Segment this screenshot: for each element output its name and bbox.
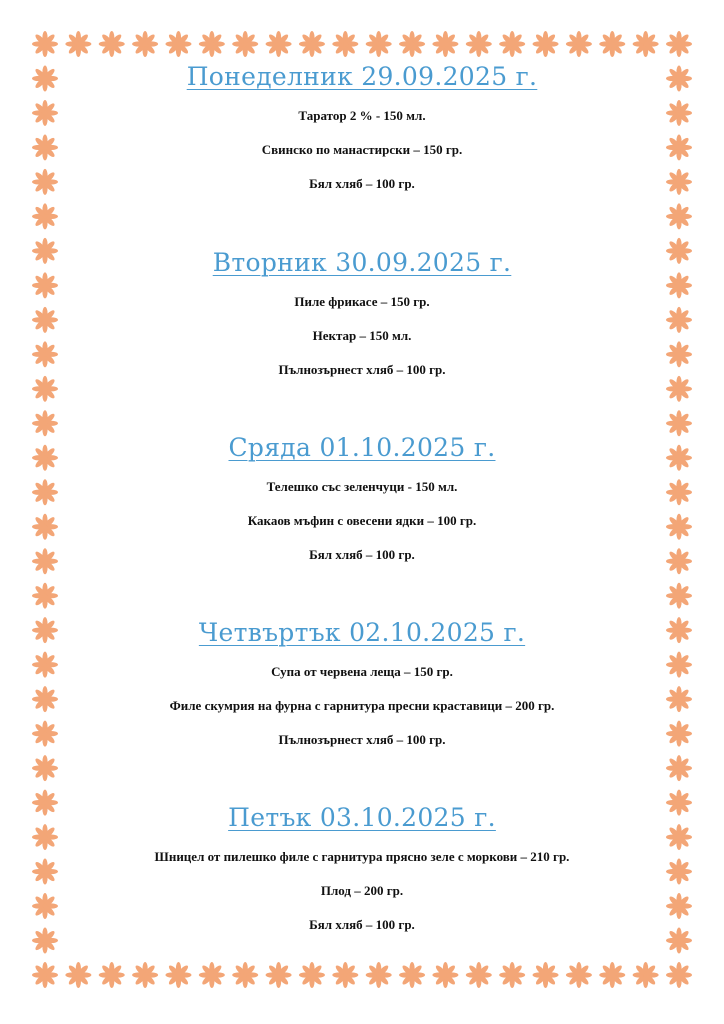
dish-item: Пълнозърнест хляб – 100 гр. — [278, 362, 446, 377]
eight-petal-flower-icon — [666, 790, 692, 816]
eight-petal-flower-icon — [32, 341, 58, 367]
eight-petal-flower-icon — [32, 583, 58, 609]
dish-list — [70, 849, 654, 933]
eight-petal-flower-icon — [666, 514, 692, 540]
day-friday — [70, 803, 654, 933]
eight-petal-flower-icon — [666, 617, 692, 643]
dish-item: Нектар – 150 мл. — [312, 328, 412, 343]
eight-petal-flower-icon — [666, 893, 692, 919]
eight-petal-flower-icon — [32, 203, 58, 229]
day-title: Понеделник 29.09.2025 г. — [186, 62, 538, 91]
dish-item: Бял хляб – 100 гр. — [309, 547, 415, 562]
day-tuesday — [70, 248, 654, 378]
dish-item: Бял хляб – 100 гр. — [309, 917, 415, 932]
eight-petal-flower-icon — [32, 652, 58, 678]
eight-petal-flower-icon — [32, 928, 58, 954]
dish-item: Таратор 2 % - 150 мл. — [298, 108, 426, 123]
dish-item: Свинско по манастирски – 150 гр. — [261, 142, 463, 157]
eight-petal-flower-icon — [32, 893, 58, 919]
eight-petal-flower-icon — [666, 238, 692, 264]
dish-item: Плод – 200 гр. — [320, 883, 404, 898]
eight-petal-flower-icon — [666, 31, 692, 57]
eight-petal-flower-icon — [32, 617, 58, 643]
eight-petal-flower-icon — [666, 445, 692, 471]
day-title: Сряда 01.10.2025 г. — [228, 433, 496, 462]
eight-petal-flower-icon — [32, 238, 58, 264]
weekly-menu — [70, 0, 654, 1024]
dish-item: Какаов мъфин с овесени ядки – 100 гр. — [247, 513, 477, 528]
eight-petal-flower-icon — [32, 376, 58, 402]
eight-petal-flower-icon — [666, 376, 692, 402]
eight-petal-flower-icon — [666, 341, 692, 367]
eight-petal-flower-icon — [666, 928, 692, 954]
eight-petal-flower-icon — [32, 962, 58, 988]
dish-list — [70, 664, 654, 748]
dish-list — [70, 479, 654, 563]
eight-petal-flower-icon — [666, 272, 692, 298]
eight-petal-flower-icon — [666, 479, 692, 505]
eight-petal-flower-icon — [32, 445, 58, 471]
eight-petal-flower-icon — [666, 686, 692, 712]
eight-petal-flower-icon — [666, 100, 692, 126]
eight-petal-flower-icon — [32, 859, 58, 885]
eight-petal-flower-icon — [666, 307, 692, 333]
eight-petal-flower-icon — [32, 479, 58, 505]
eight-petal-flower-icon — [32, 721, 58, 747]
eight-petal-flower-icon — [32, 790, 58, 816]
dish-item: Пиле фрикасе – 150 гр. — [294, 294, 430, 309]
eight-petal-flower-icon — [666, 583, 692, 609]
day-wednesday — [70, 433, 654, 563]
dish-list — [70, 108, 654, 192]
eight-petal-flower-icon — [666, 203, 692, 229]
eight-petal-flower-icon — [666, 962, 692, 988]
dish-item: Шницел от пилешко филе с гарнитура прясно зеле с моркови – 210 гр. — [154, 849, 570, 864]
eight-petal-flower-icon — [666, 134, 692, 160]
eight-petal-flower-icon — [32, 824, 58, 850]
eight-petal-flower-icon — [666, 721, 692, 747]
eight-petal-flower-icon — [666, 652, 692, 678]
eight-petal-flower-icon — [666, 410, 692, 436]
eight-petal-flower-icon — [32, 65, 58, 91]
dish-item: Филе скумрия на фурна с гарнитура пресни краставици – 200 гр. — [169, 698, 555, 713]
eight-petal-flower-icon — [32, 548, 58, 574]
day-title: Четвъртък 02.10.2025 г. — [198, 618, 526, 647]
eight-petal-flower-icon — [666, 169, 692, 195]
eight-petal-flower-icon — [32, 31, 58, 57]
eight-petal-flower-icon — [666, 824, 692, 850]
day-thursday — [70, 618, 654, 748]
day-title: Вторник 30.09.2025 г. — [212, 248, 512, 277]
eight-petal-flower-icon — [32, 134, 58, 160]
eight-petal-flower-icon — [666, 65, 692, 91]
dish-item: Супа от червена леща – 150 гр. — [271, 664, 453, 679]
dish-item: Телешко със зеленчуци - 150 мл. — [266, 479, 458, 494]
eight-petal-flower-icon — [32, 100, 58, 126]
eight-petal-flower-icon — [666, 548, 692, 574]
eight-petal-flower-icon — [32, 410, 58, 436]
eight-petal-flower-icon — [32, 755, 58, 781]
eight-petal-flower-icon — [32, 307, 58, 333]
dish-item: Бял хляб – 100 гр. — [309, 176, 415, 191]
eight-petal-flower-icon — [32, 514, 58, 540]
eight-petal-flower-icon — [666, 755, 692, 781]
eight-petal-flower-icon — [32, 272, 58, 298]
day-title: Петък 03.10.2025 г. — [228, 803, 496, 832]
dish-list — [70, 294, 654, 378]
eight-petal-flower-icon — [32, 169, 58, 195]
eight-petal-flower-icon — [666, 859, 692, 885]
day-monday — [70, 62, 654, 192]
eight-petal-flower-icon — [32, 686, 58, 712]
dish-item: Пълнозърнест хляб – 100 гр. — [278, 732, 446, 747]
